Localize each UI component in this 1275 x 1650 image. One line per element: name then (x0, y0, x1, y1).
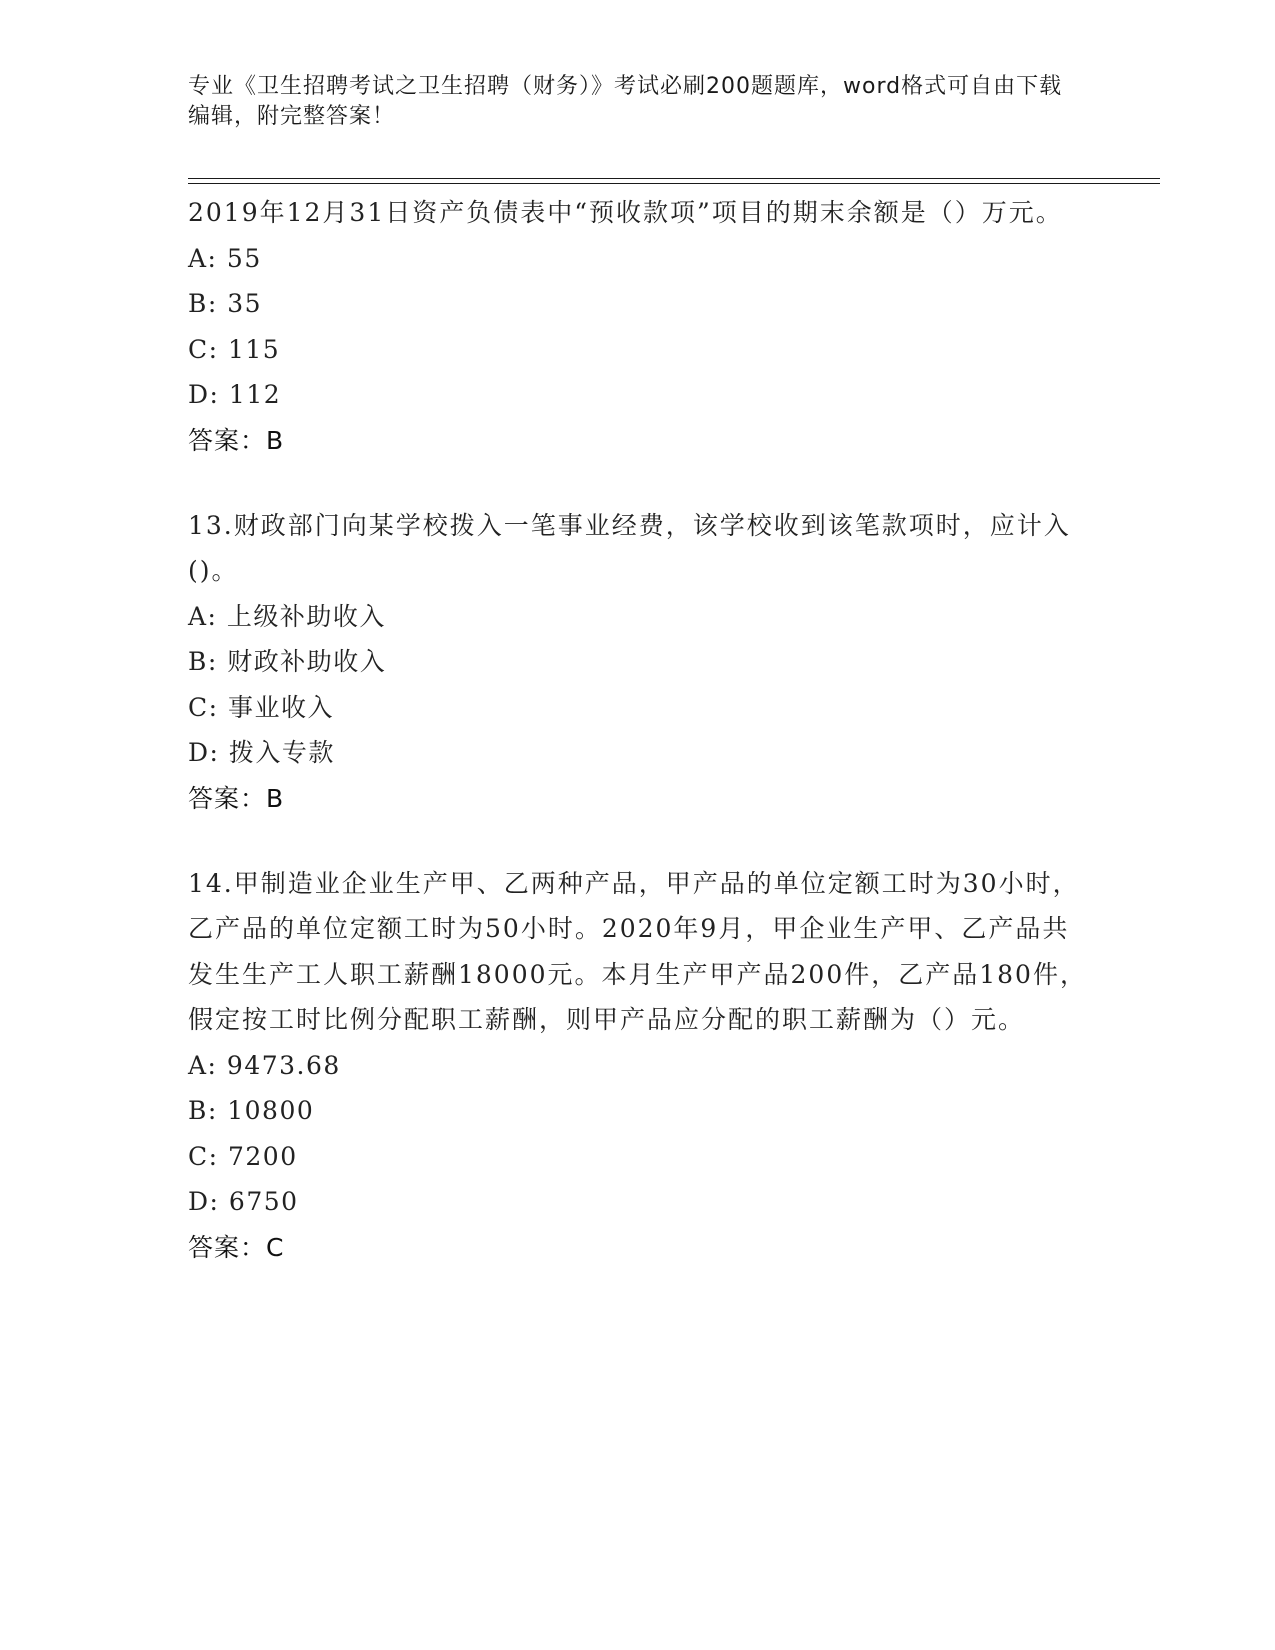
question-text: 14.甲制造业企业生产甲、乙两种产品，甲产品的单位定额工时为30小时，乙产品的单位定额工时为50小时。2020年9月，甲企业生产甲、乙产品共发生生产工人职工薪酬18000元。本月生产甲产品200件，乙产品180件，假定按工时比例分配职工薪酬，则甲产品应分配的职工薪酬为（）元。 (188, 868, 1087, 1034)
answer-line: 答案：B (188, 425, 285, 455)
question-block (188, 503, 1088, 821)
document-header: 专业《卫生招聘考试之卫生招聘（财务）》考试必刷200题题库，word格式可自由下载编辑，附完整答案！ (188, 74, 1063, 129)
option-b: B: 10800 (188, 1096, 315, 1125)
option-d: D: 112 (188, 380, 282, 409)
option-d: D: 拨入专款 (188, 738, 335, 767)
option-a: A: 上级补助收入 (188, 601, 386, 631)
question-block (188, 861, 1088, 1270)
question-list (188, 190, 1088, 1310)
question-text: 13.财政部门向某学校拨入一笔事业经费，该学校收到该笔款项时，应计入()。 (188, 510, 1071, 585)
option-b: B: 财政补助收入 (188, 647, 387, 676)
answer-line: 答案：C (188, 1232, 285, 1262)
option-c: C: 事业收入 (188, 692, 334, 722)
option-a: A: 55 (188, 243, 262, 273)
question-text: 2019年12月31日资产负债表中“预收款项”项目的期末余额是（）万元。 (188, 198, 1063, 227)
option-b: B: 35 (188, 289, 263, 318)
answer-line: 答案：B (188, 783, 285, 813)
question-block (188, 190, 1088, 463)
header-divider-top (188, 178, 1160, 179)
option-c: C: 7200 (188, 1141, 298, 1171)
header-divider-bottom (188, 183, 1160, 184)
option-d: D: 6750 (188, 1187, 299, 1216)
option-c: C: 115 (188, 334, 281, 364)
option-a: A: 9473.68 (188, 1050, 341, 1080)
